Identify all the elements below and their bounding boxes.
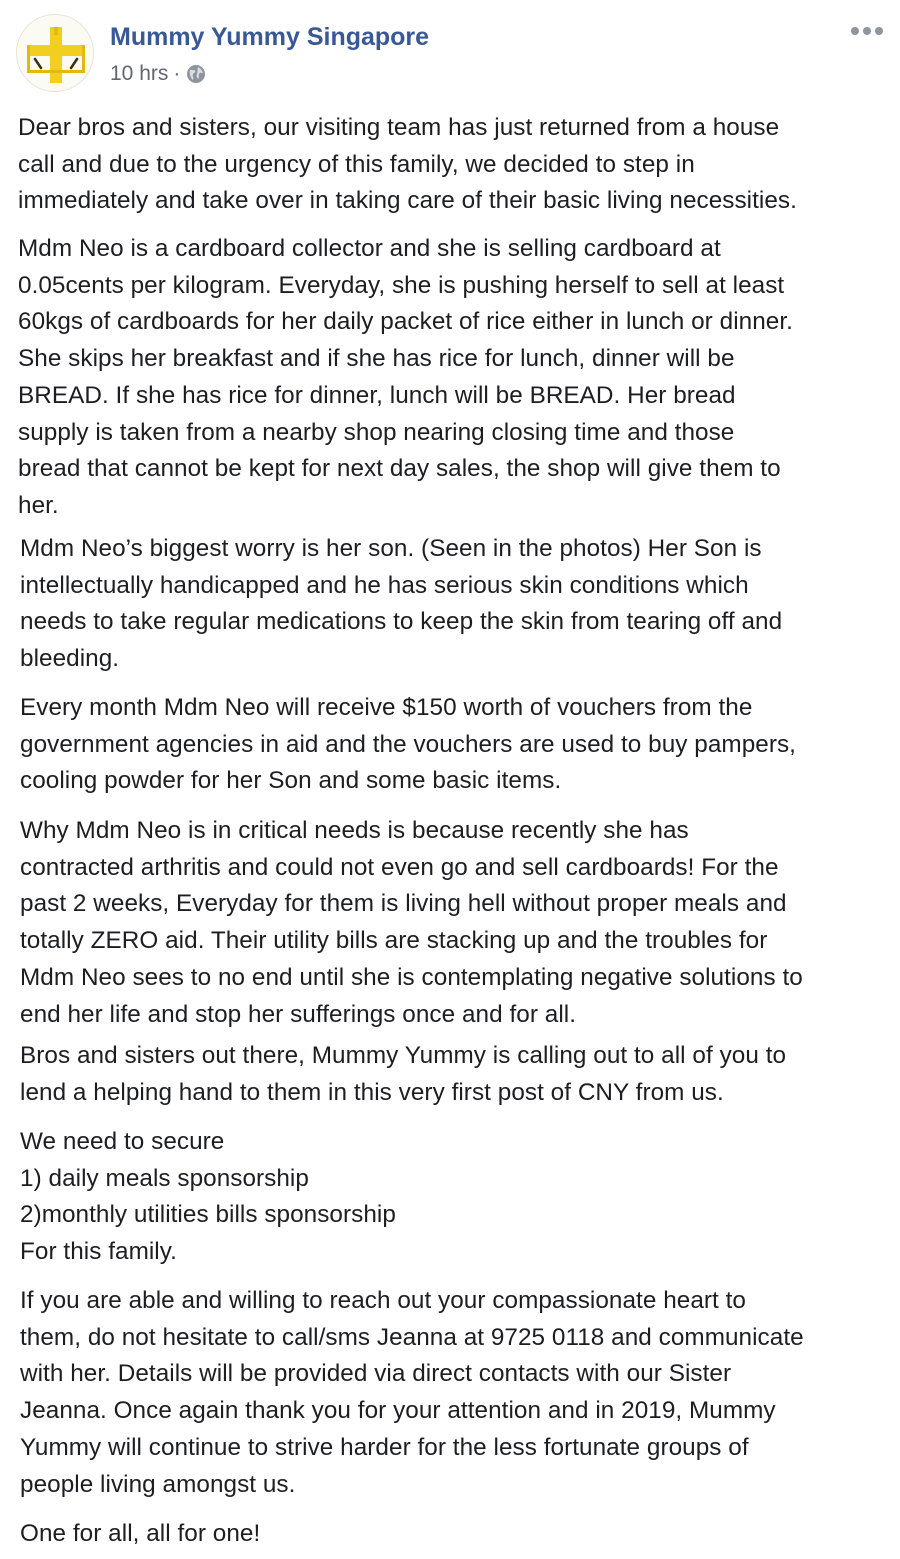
post-meta — [110, 61, 206, 87]
post-paragraph: Mdm Neo’s biggest worry is her son. (Seen in the photos) Her Son is intellectually handicapped and he has serious skin conditions which needs to take regular medications to keep the skin from tearing off and bleeding. — [20, 535, 783, 673]
page-avatar[interactable] — [16, 14, 94, 92]
post-header — [16, 12, 884, 96]
post-paragraph: Dear bros and sisters, our visiting team has just returned from a house call and due to the urgency of this family, we decided to step in immediately and take over in taking care of their basic living necessities. — [18, 114, 797, 215]
post-paragraph: Why Mdm Neo is in critical needs is because recently she has contracted arthritis and could not even go and sell cardboards! For the past 2 weeks, Everyday for them is living hell without proper meals and totally ZERO aid. Their utility bills are stacking up and the troubles for Mdm Neo sees to no end until she is contemplating negative solutions to end her life and stop her sufferings once and for all. — [20, 817, 803, 1028]
yellow-cross-logo-icon — [17, 15, 94, 92]
meta-separator: · — [173, 62, 181, 85]
page-name-link[interactable]: Mummy Yummy Singapore — [110, 23, 430, 51]
post-paragraph: If you are able and willing to reach out your compassionate heart to them, do not hesitate to call/sms Jeanna at 9725 0118 and communicate with her. Details will be provided via direct contacts with our Sister Jeanna. Once again thank you for your attention and in 2019, Mummy Yummy will continue to strive harder for the less fortunate groups of people living amongst us. — [20, 1287, 804, 1498]
post-paragraph: We need to secure 1) daily meals sponsorship 2)monthly utilities bills sponsorship For this family. — [20, 1128, 396, 1266]
globe-icon[interactable] — [186, 64, 206, 84]
post-paragraph: Bros and sisters out there, Mummy Yummy is calling out to all of you to lend a helping hand to them in this very first post of CNY from us. — [20, 1042, 787, 1106]
more-options-icon[interactable] — [850, 24, 884, 38]
post-paragraph: One for all, all for one! — [20, 1520, 261, 1547]
post-timestamp[interactable]: 10 hrs — [110, 62, 169, 85]
post-paragraph: Mdm Neo is a cardboard collector and she is selling cardboard at 0.05cents per kilogram. Everyday, she is pushing herself to sell at least 60kgs of cardboards for her daily packet of rice either in lunch or dinner. She skips her breakfast and if she has rice for lunch, dinner will be BREAD. If she has rice for dinner, lunch will be BREAD. Her bread supply is taken from a nearby shop nearing closing time and those bread that cannot be kept for next day sales, the shop will give them to her. — [18, 235, 793, 519]
post-paragraph: Every month Mdm Neo will receive $150 worth of vouchers from the government agencies in aid and the vouchers are used to buy pampers, cooling powder for her Son and some basic items. — [20, 694, 796, 795]
